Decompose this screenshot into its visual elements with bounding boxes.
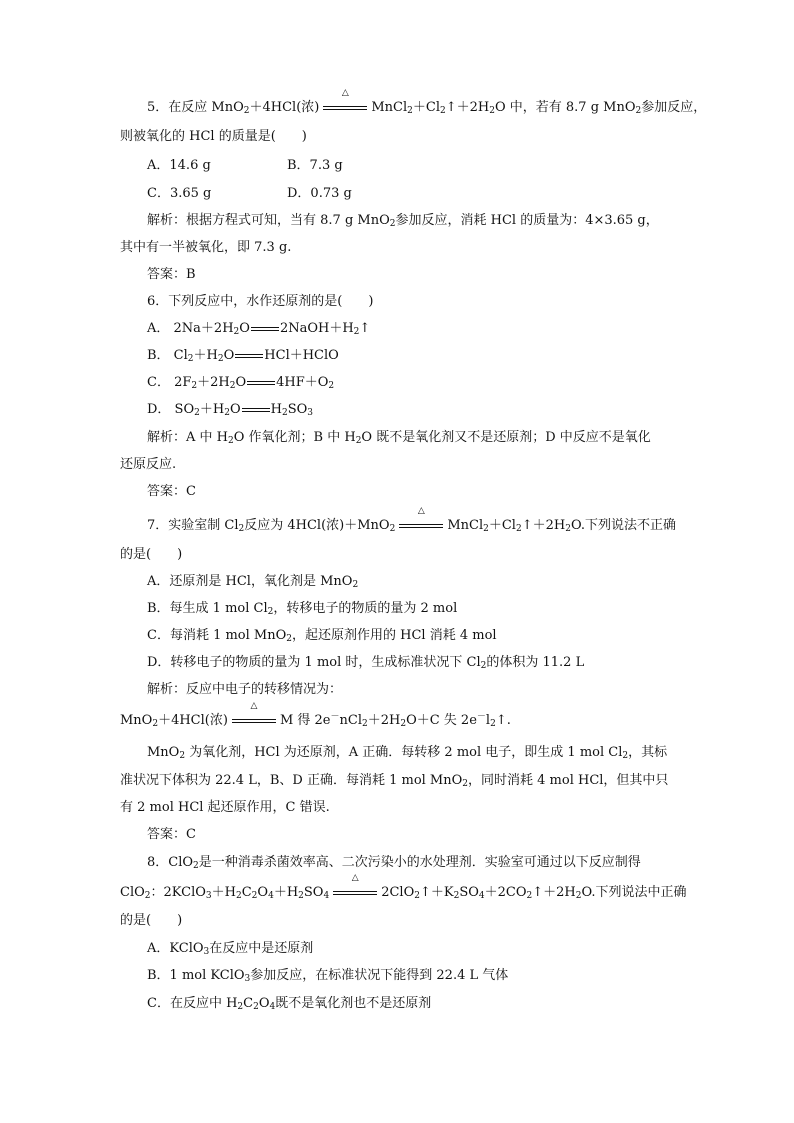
q6-option-d: D． $SO_2+H_2O$ $H_2SO_3$ <box>147 402 313 418</box>
q8-stem-line2: ClO$_2$：$2KClO_3+H_2C_2O_4+H_2SO_4$ △ $2ClO_2↑+K_2SO_4+2CO_2↑+2H_2O$.下列说法中正确 <box>120 873 687 901</box>
q5-stem-line2: 则被氧化的 HCl 的质量是( ) <box>120 129 307 144</box>
q7-explanation-line2: 准状况下体积为 22.4 L，B、D 正确．每消耗 1 mol MnO$_2$，同时消耗 4 mol HCl，但其中只 <box>120 773 669 789</box>
q7-stem-line2: 的是( ) <box>120 547 183 562</box>
q7-explanation-line1: MnO$_2$ 为氧化剂，HCl 为还原剂，A 正确．每转移 2 mol 电子，即生成 1 mol $Cl_2$，其标 <box>147 745 668 761</box>
q6-option-b: B． $Cl_2+H_2O$ HCl＋HClO <box>147 348 339 364</box>
q7-option-a: A．还原剂是 HCl，氧化剂是 MnO$_2$ <box>147 574 359 590</box>
q8-option-b: B．1 mol KClO$_3$参加反应，在标准状况下能得到 22.4 L 气体 <box>147 968 509 984</box>
q5-option-a: A．14.6 g <box>147 158 211 173</box>
q6-stem: 6．下列反应中，水作还原剂的是( ) <box>147 294 374 309</box>
q7-stem-line1: 7．实验室制 $Cl_2$反应为 4HCl(浓)＋MnO$_2$ △ $MnCl_2+Cl_2↑+2H_2O$.下列说法不正确 <box>147 506 676 534</box>
q7-explanation-line3: 有 2 mol HCl 起还原作用，C 错误. <box>120 800 330 815</box>
q8-option-a: A．KClO$_3$在反应中是还原剂 <box>147 941 314 957</box>
q6-answer: 答案：C <box>147 484 196 499</box>
q5-analysis-line1: 解析：根据方程式可知，当有 8.7 g MnO$_2$参加反应，消耗 HCl 的质量为：4×3.65 g， <box>147 213 659 229</box>
q8-stem-line1: 8．ClO$_2$是一种消毒杀菌效率高、二次污染小的水处理剂．实验室可通过以下反应制得 <box>147 855 641 871</box>
q5-option-c: C．3.65 g <box>147 186 212 201</box>
q5-stem-line1: 5．在反应 MnO$_2$＋4HCl(浓) △ $MnCl_2+Cl_2↑+2H_2O$ 中，若有 8.7 g MnO$_2$参加反应， <box>147 88 707 116</box>
q7-option-d: D．转移电子的物质的量为 1 mol 时，生成标准状况下 $Cl_2$的体积为 11.2 L <box>147 655 585 671</box>
q5-option-d: D．0.73 g <box>287 186 352 201</box>
q7-analysis-head: 解析：反应中电子的转移情况为： <box>147 682 343 697</box>
q5-analysis-line2: 其中有一半被氧化，即 7.3 g. <box>120 240 292 255</box>
heat-symbol: △ <box>351 873 359 883</box>
q5-option-b: B．7.3 g <box>287 158 343 173</box>
heat-symbol: △ <box>341 88 349 98</box>
q6-option-c: C． $2F_2+2H_2O$ $4HF+O_2$ <box>147 375 335 391</box>
q7-option-c: C．每消耗 1 mol MnO$_2$，起还原剂作用的 HCl 消耗 4 mol <box>147 628 497 644</box>
q6-analysis-line1: 解析：A 中 $H_2O$ 作氧化剂；B 中 $H_2O$ 既不是氧化剂又不是还原剂；D 中反应不是氧化 <box>147 430 651 446</box>
q7-answer: 答案：C <box>147 827 196 842</box>
q7-electron-transfer-equation: MnO$_2$＋4HCl(浓) △ M 得 $2e^-nCl_2+2H_2O+C$ 失 $2e^-l_2↑$. <box>120 701 511 729</box>
q7-option-b: B．每生成 1 mol $Cl_2$，转移电子的物质的量为 2 mol <box>147 601 458 617</box>
heat-symbol: △ <box>250 701 258 711</box>
q8-stem-line3: 的是( ) <box>120 913 183 928</box>
q5-answer: 答案：B <box>147 267 196 282</box>
q6-analysis-line2: 还原反应. <box>120 457 177 472</box>
heat-symbol: △ <box>417 506 425 516</box>
q6-option-a: A． $2Na+2H_2O$ $2NaOH+H_2↑$ <box>147 321 371 337</box>
q8-option-c: C．在反应中 $H_2C_2O_4$既不是氧化剂也不是还原剂 <box>147 996 432 1012</box>
